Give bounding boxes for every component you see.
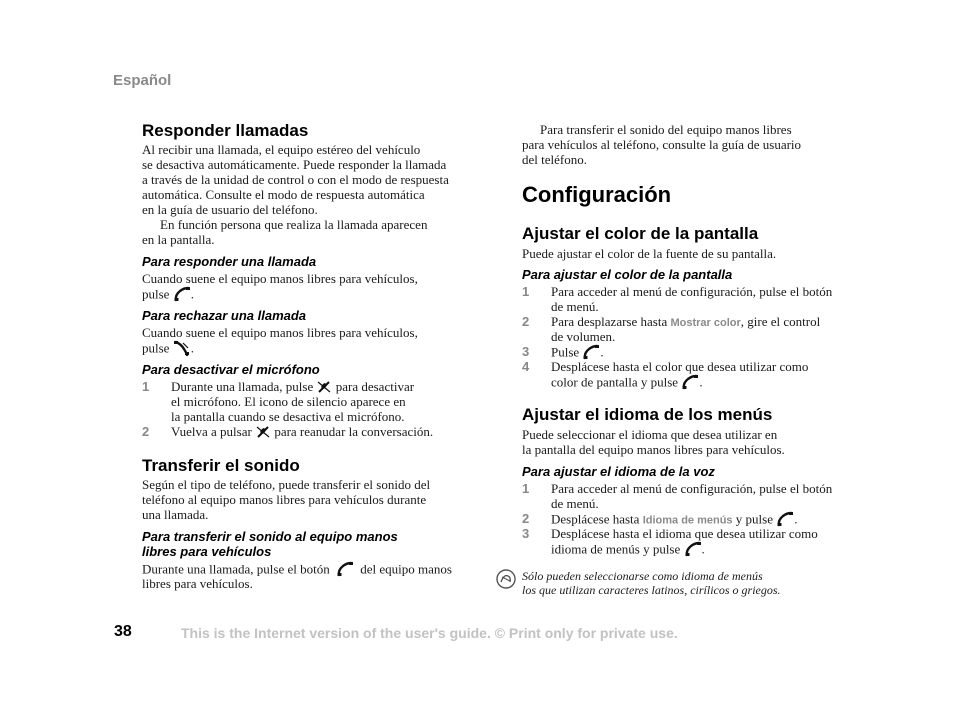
paragraph-line: teléfono al equipo manos libres para vehículos durante [142, 492, 427, 507]
inline-text: Durante una llamada, pulse el botón [142, 561, 330, 577]
inline-text: color de pantalla y pulse [551, 374, 679, 390]
paragraph-line: en la pantalla. [142, 232, 215, 247]
inline-text: y pulse [735, 511, 773, 527]
paragraph-line: para vehículos al teléfono, consulte la guía de usuario [522, 137, 802, 152]
step-number: 1 [522, 481, 530, 496]
paragraph-line: Puede ajustar el color de la fuente de su pantalla. [522, 246, 777, 261]
step-text: de menú. [551, 496, 599, 511]
inline-text: Desplácese hasta [551, 511, 640, 527]
paragraph-line: Al recibir una llamada, el equipo estéreo del vehículo [142, 142, 421, 157]
inline-text: pulse [142, 340, 170, 356]
section-language-header: Español [113, 72, 172, 89]
paragraph-line: Según el tipo de teléfono, puede transferir el sonido del [142, 477, 431, 492]
inline-text: Vuelva a pulsar [171, 424, 252, 439]
heading-responder-llamadas: Responder llamadas [142, 121, 309, 140]
menu-item-idioma-de-menus: Idioma de menús [642, 514, 733, 527]
step-text [551, 374, 703, 393]
step-text: Desplácese hasta el idioma que desea utilizar como [551, 526, 818, 541]
paragraph-line: a través de la unidad de control o con el modo de respuesta [142, 172, 449, 187]
note-icon [495, 569, 517, 594]
end-call-key-icon [173, 340, 191, 359]
inline-text: . [190, 286, 194, 302]
inline-text: Para desplazarse hasta [551, 314, 668, 329]
page-number: 38 [114, 623, 132, 640]
call-key-icon [684, 541, 702, 560]
subheading-para-desactivar: Para desactivar el micrófono [142, 362, 320, 377]
step-number: 2 [522, 314, 530, 329]
step-number: 3 [522, 526, 530, 541]
paragraph-line: Puede seleccionar el idioma que desea utilizar en [522, 427, 778, 442]
heading-transferir-sonido: Transferir el sonido [142, 456, 300, 475]
heading-ajustar-idioma: Ajustar el idioma de los menús [522, 405, 773, 424]
step-number: 2 [522, 511, 530, 526]
inline-text: Durante una llamada, pulse [171, 379, 314, 394]
subheading-para-transferir: libres para vehículos [142, 544, 272, 559]
menu-item-mostrar-color: Mostrar color [670, 317, 741, 329]
step-number: 1 [522, 284, 530, 299]
paragraph-line: del teléfono. [522, 152, 587, 167]
subheading-para-rechazar: Para rechazar una llamada [142, 308, 307, 323]
inline-text: pulse [142, 286, 170, 302]
inline-text: del equipo manos [360, 561, 452, 577]
inline-text: . [190, 340, 194, 356]
paragraph-line: en la guía de usuario del teléfono. [142, 202, 318, 217]
step-text: Desplácese hasta el color que desea utilizar como [551, 359, 809, 374]
note-line: Sólo pueden seleccionarse como idioma de menús [522, 569, 763, 583]
paragraph-line [142, 340, 194, 359]
note-line: los que utilizan caracteres latinos, cirílicos o griegos. [522, 583, 781, 597]
mute-microphone-icon [255, 425, 271, 442]
step-text: el micrófono. El icono de silencio aparece en [171, 394, 406, 409]
paragraph-line: Cuando suene el equipo manos libres para vehículos, [142, 271, 418, 286]
step-text: Para acceder al menú de configuración, pulse el botón [551, 481, 833, 496]
note-text [522, 569, 781, 597]
step-text: Para acceder al menú de configuración, pulse el botón [551, 284, 833, 299]
inline-text: . [701, 541, 705, 557]
step-number: 3 [522, 344, 530, 359]
step-number: 2 [142, 424, 150, 439]
step-text [551, 541, 705, 560]
heading-configuracion: Configuración [522, 182, 672, 207]
call-key-icon [681, 374, 699, 393]
paragraph-line: Cuando suene el equipo manos libres para vehículos, [142, 325, 418, 340]
step-text: de volumen. [551, 329, 616, 344]
subheading-para-ajustar-idioma: Para ajustar el idioma de la voz [522, 464, 715, 479]
paragraph-line: una llamada. [142, 507, 209, 522]
inline-text: Pulse [551, 344, 580, 360]
inline-text: , gire el control [740, 314, 821, 329]
paragraph-line: Para transferir el sonido del equipo manos libres [540, 122, 792, 137]
paragraph-line: automática. Consulte el modo de respuesta automática [142, 187, 425, 202]
paragraph-line: la pantalla del equipo manos libres para vehículos. [522, 442, 785, 457]
inline-text: . [600, 344, 604, 360]
subheading-para-transferir: Para transferir el sonido al equipo manos [142, 529, 398, 544]
heading-ajustar-color: Ajustar el color de la pantalla [522, 224, 759, 243]
step-text: de menú. [551, 299, 599, 314]
inline-text: . [699, 374, 703, 390]
footer-disclaimer: This is the Internet version of the user's guide. © Print only for private use. [181, 625, 678, 641]
call-key-icon [336, 561, 354, 580]
inline-text: idioma de menús y pulse [551, 541, 681, 557]
paragraph-line: se desactiva automáticamente. Puede responder la llamada [142, 157, 447, 172]
paragraph-line: libres para vehículos. [142, 576, 253, 591]
paragraph-line [142, 286, 194, 305]
step-number: 1 [142, 379, 150, 394]
inline-text: para desactivar [335, 379, 415, 394]
subheading-para-responder: Para responder una llamada [142, 254, 317, 269]
call-key-icon [173, 286, 191, 305]
step-text: la pantalla cuando se desactiva el micrófono. [171, 409, 405, 424]
paragraph-line: En función persona que realiza la llamada aparecen [160, 217, 428, 232]
inline-text: . [794, 511, 798, 527]
inline-text: para reanudar la conversación. [274, 424, 434, 439]
subheading-para-ajustar-color: Para ajustar el color de la pantalla [522, 267, 733, 282]
step-number: 4 [522, 359, 530, 374]
step-text [171, 424, 433, 442]
